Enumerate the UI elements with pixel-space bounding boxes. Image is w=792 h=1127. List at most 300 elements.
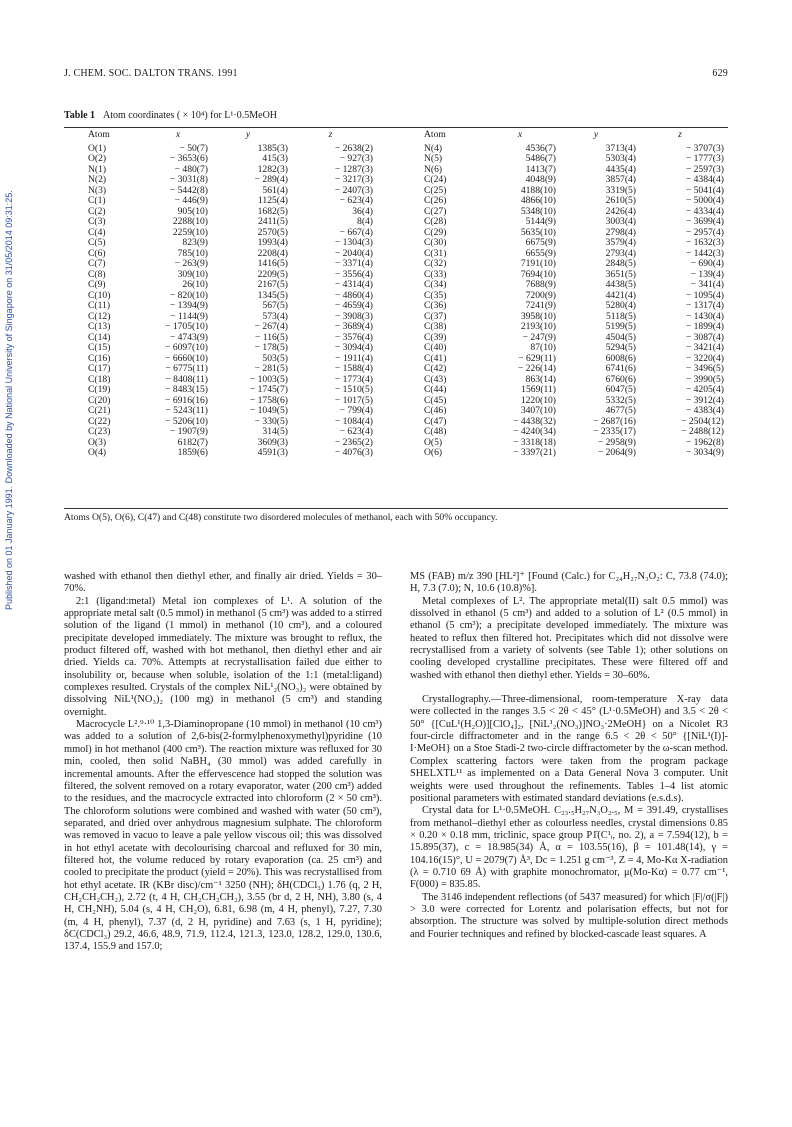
z-coordinate: − 1442(3) [685,247,724,259]
z-coordinate: − 3094(4) [334,342,373,353]
table-row [88,280,373,291]
z-coordinate: − 2504(12) [681,415,724,427]
table-row [424,259,724,270]
body-column-right [410,571,728,941]
atom-label: C(39) [424,331,447,343]
y-coordinate: − 2958(9) [597,436,636,448]
table-row [88,186,373,197]
z-coordinate: − 1911(4) [335,352,373,364]
x-coordinate: − 1705(10) [165,321,208,332]
atom-label: O(5) [424,436,443,448]
table-row [88,438,373,449]
paragraph: The 3146 independent reflections (of 5437 measured) for which |F|/σ(|F|) > 3.0 were corrected for Lorentz and polarisation effects, but not for absorption. The structure was solved by multiple-solution direct methods and Fourier techniques and refined by blocked-cascade least squares. A [410,891,728,940]
x-coordinate: − 8483(15) [165,384,208,395]
atom-label: C(14) [88,331,111,343]
y-coordinate: 4435(4) [605,163,636,175]
atom-label: C(27) [424,205,447,217]
z-coordinate: − 3421(4) [685,342,724,353]
table-bottom-rule [64,508,728,509]
x-coordinate: − 5243(11) [165,405,208,416]
table-row [88,448,373,459]
z-coordinate: − 1095(4) [685,289,724,301]
table-row [424,228,724,239]
table-row [424,417,724,428]
header-z: z [678,129,682,140]
atom-label: C(38) [424,321,447,332]
z-coordinate: − 1084(4) [334,415,373,427]
paragraph: Metal complexes of L². The appropriate metal(II) salt 0.5 mmol) was dissolved in ethanol (5 cm³) and added to a solution of L² (0.5 mmol) in ethanol (5 cm³); a precipitate developed immediately. The mixture was heated to reflux then filtered hot. Precipitates which did not dissolve were recrystallised from a variety of solvents (see Table 1); other solutions on cooling developed crystalline precipitates. These were filtered off and washed with ethanol then diethyl ether. Yields = 30–60%. [410,595,728,681]
z-coordinate: − 3990(5) [685,373,724,385]
y-coordinate: 5294(5) [605,342,636,353]
x-coordinate: − 480(7) [174,163,208,175]
atom-label: N(6) [424,163,443,175]
atom-label: O(2) [88,153,107,164]
table-row [88,270,373,281]
y-coordinate: − 178(5) [254,342,288,353]
x-coordinate: 5144(9) [525,216,556,227]
z-coordinate: − 1962(8) [685,436,724,448]
x-coordinate: 26(10) [182,279,208,290]
atom-label: C(19) [88,384,111,395]
y-coordinate: 6047(5) [605,384,636,395]
x-coordinate: − 629(11) [518,352,556,364]
table-row [88,228,373,239]
y-coordinate: − 281(5) [254,363,288,374]
atom-label: O(6) [424,447,443,458]
y-coordinate: 1125(4) [257,195,288,206]
y-coordinate: 2570(5) [257,226,288,238]
y-coordinate: − 1745(7) [249,384,288,395]
x-coordinate: − 8408(11) [165,373,208,385]
z-coordinate: − 1777(3) [685,153,724,164]
z-coordinate: − 3912(4) [685,394,724,406]
table-top-rule [64,127,728,128]
table-row [424,322,724,333]
paragraph: Crystallography.—Three-dimensional, room-temperature X-ray data were collected in the ranges 3.5 < 2θ < 45° (L¹·0.5MeOH) and 3.5 < 2θ < 50° {[CuL¹(H₂O)][ClO₄]₂, [NiL¹₂(NO₃)]NO₃·2MeOH} on a Nicolet R3 four-circle diffractometer and in the range 6.5 < 2θ < 50° {[NiL¹(I)]-I·MeOH} on a Stoe Stadi-2 two-circle diffractometer by the ω-scan method. Complex scattering factors were taken from the program package SHELXTL¹¹ as implemented on a Data General Nova 3 computer. Unit weights were used throughout the refinements. Tables 1–4 list atomic positional parameters with estimated standard deviations (e.s.d.s). [410,694,728,804]
y-coordinate: 561(4) [262,184,288,196]
y-coordinate: 314(5) [262,426,288,437]
z-coordinate: − 1017(5) [334,394,373,406]
atom-label: C(42) [424,363,447,374]
y-coordinate: − 2687(16) [593,415,636,427]
y-coordinate: 1385(3) [257,142,288,154]
table-row [88,144,373,155]
table-row [424,249,724,260]
table-row [88,154,373,165]
table-row [424,427,724,438]
x-coordinate: 5486(7) [525,153,556,164]
atom-label: C(7) [88,258,106,269]
x-coordinate: 785(10) [177,247,208,259]
table-row [424,406,724,417]
table-row [424,175,724,186]
table-row [88,364,373,375]
table-row [88,427,373,438]
y-coordinate: 6008(6) [605,352,636,364]
z-coordinate: − 2638(2) [334,142,373,154]
table-row [88,238,373,249]
table-row [88,417,373,428]
y-coordinate: 3319(5) [605,184,636,196]
y-coordinate: 2167(5) [257,279,288,290]
table-row [88,259,373,270]
z-coordinate: − 623(4) [339,426,373,437]
table-row [88,375,373,386]
z-coordinate: − 4383(4) [685,405,724,416]
x-coordinate: − 4240(34) [513,426,556,437]
table-footnote: Atoms O(5), O(6), C(47) and C(48) constitute two disordered molecules of methanol, each with 50% occupancy. [64,512,498,523]
atom-label: C(29) [424,226,447,238]
table-row [88,333,373,344]
x-coordinate: − 1907(9) [169,426,208,437]
x-coordinate: − 6097(10) [165,342,208,353]
atom-label: C(8) [88,268,106,280]
z-coordinate: − 4314(4) [334,279,373,290]
table-row [424,196,724,207]
coords-table-left [88,130,373,459]
table-row [424,385,724,396]
atom-label: C(18) [88,373,111,385]
y-coordinate: − 1049(5) [249,405,288,416]
y-coordinate: 2793(4) [605,247,636,259]
y-coordinate: 2848(5) [605,258,636,269]
atom-label: C(40) [424,342,447,353]
atom-label: C(20) [88,394,111,406]
z-coordinate: − 690(4) [690,258,724,269]
x-coordinate: 87(10) [530,342,556,353]
x-coordinate: 309(10) [177,268,208,280]
table-label: Table 1 [64,110,96,121]
atom-label: C(46) [424,405,447,416]
paragraph: Crystal data for L¹·0.5MeOH. C₂₃.₅H₂₇N₃O₂.₅, M = 391.49, crystallises from methanol–diethyl ether as colourless needles, crystal dimensions 0.85 × 0.20 × 0.18 mm, triclinic, space group P1̄(C¹ᵢ, no. 2), a = 7.594(12), b = 15.895(37), c = 18.985(34) Å, α = 103.55(16), β = 101.48(14), γ = 104.16(15)°, U = 2079(7) Å³, Dc = 1.251 g cm⁻³, Z = 4, Mo-Kα X-radiation (λ = 0.710 69 Å) with graphite monochromator, μ(Mo-Kα) = 0.77 cm⁻¹, F(000) = 835.85. [410,805,728,891]
z-coordinate: − 2040(4) [334,247,373,259]
x-coordinate: 4188(10) [520,184,556,196]
atom-label: C(48) [424,426,447,437]
x-coordinate: − 263(9) [174,258,208,269]
y-coordinate: − 1003(5) [249,373,288,385]
x-coordinate: 1569(11) [521,384,556,395]
y-coordinate: 3651(5) [605,268,636,280]
download-watermark[interactable]: Published on 01 January 1991. Downloaded by National University of Singapore on 31/05/2014 09:31:25. [4,190,14,610]
table-row [424,375,724,386]
x-coordinate: 1413(7) [525,163,556,175]
z-coordinate: 8(4) [357,216,373,227]
x-coordinate: 4866(10) [520,195,556,206]
paragraph: Macrocycle L².⁹·¹⁰ 1,3-Diaminopropane (10 mmol) in methanol (10 cm³) was added to a solution of 2,6-bis(2-formylphenoxymethyl)pyridine (10 mmol) in hot methanol (400 cm³). The reaction mixture was refluxed for 30 min, cooled, then solid NaBH₄ (30 mmol) was added carefully in incremental amounts. After the effervescence had stopped the solution was filtered, the solvent removed on a rotary evaporator, water (200 cm³) added to the residues, and the macrocycle extracted into chloroform (2 × 50 cm³). The chloroform solutions were combined and washed with water (50 cm³), separated, and dried over anhydrous magnesium sulphate. The chloroform was removed in vacuo to leave a pale yellow viscous oil; this was dissolved in hot ethyl acetate with decolourising charcoal and refluxed for 30 min, filtered hot, the volume reduced by rotary evaporation (ca. 25 cm³) and cooled to precipitate the product (yield = 20%). This was recrystallised from hot ethyl acetate. IR (KBr disc)/cm⁻¹ 3250 (NH); δH(CDCl₃) 1.76 (q, 2 H, CH₂CH₂CH₂), 2.72 (t, 4 H, CH₂CH₂CH₂), 3.55 (br d, 2 H, NH), 3.80 (s, 4 H, CH₂NH), 5.04 (s, 4 H, CH₂O), 6.81, 6.98 (m, 4 H, phenyl), 7.27, 7.30 (m, 4 H, phenyl), 7.37 (d, 2 H, pyridine) and 7.63 (s, 1 H, pyridine); δC(CDCl₃) 29.2, 46.6, 48.9, 71.9, 112.4, 121.3, 123.0, 128.2, 129.0, 130.6, 137.4, 155.9 and 157.0; [64,719,382,953]
z-coordinate: − 1317(4) [685,300,724,311]
z-coordinate: − 1899(4) [685,321,724,332]
atom-label: C(5) [88,237,106,248]
table-row [88,291,373,302]
x-coordinate: − 4438(32) [513,415,556,427]
y-coordinate: 567(5) [262,300,288,311]
atom-label: C(13) [88,321,111,332]
table-row [424,144,724,155]
header-atom: Atom [424,129,446,140]
y-coordinate: 2208(4) [257,247,288,259]
atom-label: C(3) [88,216,106,227]
atom-label: N(5) [424,153,443,164]
z-coordinate: − 139(4) [690,268,724,280]
y-coordinate: 4504(5) [605,331,636,343]
x-coordinate: 3958(10) [520,310,556,322]
table-row [424,280,724,291]
atom-label: C(4) [88,226,106,238]
atom-label: C(31) [424,247,447,259]
y-coordinate: 5280(4) [605,300,636,311]
x-coordinate: 7241(9) [525,300,556,311]
table-row [88,301,373,312]
z-coordinate: − 3496(5) [685,363,724,374]
z-coordinate: − 3556(4) [334,268,373,280]
atom-label: C(6) [88,247,106,259]
z-coordinate: − 2488(12) [681,426,724,437]
atom-label: C(47) [424,415,447,427]
x-coordinate: − 820(10) [169,289,208,301]
z-coordinate: − 799(4) [339,405,373,416]
table-row [88,217,373,228]
table-row [424,364,724,375]
atom-label: C(32) [424,258,447,269]
z-coordinate: − 2365(2) [334,436,373,448]
x-coordinate: − 3031(8) [169,174,208,185]
table-caption [64,110,277,121]
y-coordinate: − 1758(6) [249,394,288,406]
atom-label: C(44) [424,384,447,395]
x-coordinate: − 446(9) [174,195,208,206]
y-coordinate: − 267(4) [254,321,288,332]
x-coordinate: 4048(9) [525,174,556,185]
x-coordinate: − 226(14) [517,363,556,374]
y-coordinate: 5303(4) [605,153,636,164]
z-coordinate: − 4334(4) [685,205,724,217]
paragraph: 2:1 (ligand:metal) Metal ion complexes of L¹. A solution of the appropriate metal salt (0.5 mmol) in methanol (5 cm³) was added to a stirred solution of the ligand (1 mmol) in methanol (10 cm³), and a coloured precipitate developed immediately. The mixture was brought to reflux, the product filtered off, washed with hot methanol, then diethyl ether and air dried. Yields ca. 70%. Attempts at recrystallisation failed due either to insolubility or, because when soluble, isolation of the 1:1 (metal:ligand) complexes resulted. Crystals of the complex NiL¹₂(NO₃)₂ were obtained by dissolving NiL¹(NO₃)₂ (100 mg) in methanol (5 cm³) and standing overnight. [64,595,382,718]
atom-label: O(4) [88,447,107,458]
y-coordinate: 2426(4) [605,205,636,217]
y-coordinate: 4591(3) [257,447,288,458]
x-coordinate: − 6660(10) [165,352,208,364]
x-coordinate: 823(9) [182,237,208,248]
z-coordinate: − 3699(4) [685,216,724,227]
paragraph: MS (FAB) m/z 390 [HL²]⁺ [Found (Calc.) for C₂₄H₂₇N₃O₂: C, 73.8 (74.0); H, 7.3 (7.0); N, 10.6 (10.8)%]. [410,571,728,595]
x-coordinate: 7688(9) [525,279,556,290]
page-number: 629 [712,68,728,79]
x-coordinate: − 50(7) [179,142,208,154]
x-coordinate: 1220(10) [520,394,556,406]
table-row [424,270,724,281]
y-coordinate: − 289(4) [254,174,288,185]
table-row [424,291,724,302]
y-coordinate: 3609(3) [257,436,288,448]
table-row [424,354,724,365]
x-coordinate: 4536(7) [525,142,556,154]
atom-label: C(30) [424,237,447,248]
atom-label: C(43) [424,373,447,385]
x-coordinate: − 5442(8) [169,184,208,196]
table-title: Atom coordinates ( × 10⁴) for L¹·0.5MeOH [102,110,278,121]
z-coordinate: − 1773(4) [334,373,373,385]
z-coordinate: − 1430(4) [685,310,724,322]
z-coordinate: − 3908(3) [334,310,373,322]
atom-label: N(3) [88,184,107,196]
table-row [88,175,373,186]
y-coordinate: 415(3) [262,153,288,164]
y-coordinate: − 330(5) [254,415,288,427]
y-coordinate: 6741(6) [605,363,636,374]
y-coordinate: 4677(5) [605,405,636,416]
table-row [424,448,724,459]
x-coordinate: − 1144(9) [170,310,208,322]
header-atom: Atom [88,129,110,140]
header-y: y [593,129,599,140]
y-coordinate: 1682(5) [257,205,288,217]
table-row [88,322,373,333]
table-row [88,385,373,396]
atom-label: C(21) [88,405,111,416]
z-coordinate: − 1287(3) [334,163,373,175]
x-coordinate: 7200(9) [525,289,556,301]
header-y: y [245,129,251,140]
table-row [88,396,373,407]
atom-label: N(4) [424,142,443,154]
z-coordinate: − 2407(3) [334,184,373,196]
x-coordinate: − 6916(16) [165,394,208,406]
z-coordinate: − 341(4) [690,279,724,290]
atom-label: N(1) [88,163,107,175]
atom-label: C(23) [88,426,111,437]
table-row [424,238,724,249]
atom-label: C(10) [88,289,111,301]
x-coordinate: 2259(10) [172,226,208,238]
x-coordinate: 6655(9) [525,247,556,259]
atom-label: C(1) [88,195,106,206]
z-coordinate: − 1510(5) [334,384,373,395]
body-column-left [64,571,382,954]
x-coordinate: − 4743(9) [169,331,208,343]
header-x: x [175,129,181,140]
y-coordinate: 3003(4) [605,216,636,227]
z-coordinate: − 3707(3) [685,142,724,154]
table-row [424,207,724,218]
table-row [424,186,724,197]
x-coordinate: − 1394(9) [169,300,208,311]
z-coordinate: − 3217(3) [334,174,373,185]
journal-header: J. CHEM. SOC. DALTON TRANS. 1991 [64,68,238,79]
x-coordinate: 2288(10) [172,216,208,227]
x-coordinate: − 3397(21) [513,447,556,458]
z-coordinate: − 4076(3) [334,447,373,458]
atom-label: C(34) [424,279,447,290]
x-coordinate: 3407(10) [520,405,556,416]
x-coordinate: − 3653(6) [169,153,208,164]
z-coordinate: − 927(3) [339,153,373,164]
y-coordinate: 5199(5) [605,321,636,332]
z-coordinate: − 4659(4) [334,300,373,311]
z-coordinate: − 1588(4) [334,363,373,374]
x-coordinate: − 247(9) [522,331,556,343]
z-coordinate: − 4860(4) [334,289,373,301]
coords-table-right [424,130,724,459]
y-coordinate: 1416(5) [257,258,288,269]
z-coordinate: − 3371(4) [334,258,373,269]
y-coordinate: 1993(4) [257,237,288,248]
table-row [88,312,373,323]
y-coordinate: − 2064(9) [597,447,636,458]
y-coordinate: 1282(3) [257,163,288,175]
x-coordinate: 2193(10) [520,321,556,332]
z-coordinate: 36(4) [352,205,373,217]
header-x: x [517,129,523,140]
x-coordinate: − 5206(10) [165,415,208,427]
table-row [88,207,373,218]
atom-label: O(1) [88,142,107,154]
table-row [88,343,373,354]
atom-label: C(36) [424,300,447,311]
y-coordinate: 2411(5) [257,216,288,227]
table-row [424,154,724,165]
y-coordinate: 4421(4) [605,289,636,301]
z-coordinate: − 1632(3) [685,237,724,248]
z-coordinate: − 3087(4) [685,331,724,343]
z-coordinate: − 3220(4) [685,352,724,364]
table-row [88,196,373,207]
table-row [88,354,373,365]
atom-label: C(22) [88,415,111,427]
x-coordinate: 6675(9) [525,237,556,248]
x-coordinate: − 6775(11) [165,363,208,374]
atom-label: C(37) [424,310,447,322]
y-coordinate: 4438(5) [605,279,636,290]
atom-label: C(9) [88,279,106,290]
y-coordinate: 573(4) [262,310,288,322]
y-coordinate: 3579(4) [605,237,636,248]
table-row [88,249,373,260]
table-row [424,396,724,407]
y-coordinate: 5332(5) [605,394,636,406]
z-coordinate: − 4384(4) [685,174,724,185]
table-row [424,217,724,228]
z-coordinate: − 2957(4) [685,226,724,238]
y-coordinate: 2798(4) [605,226,636,238]
atom-label: C(17) [88,363,111,374]
table-row [88,406,373,417]
atom-label: C(45) [424,394,447,406]
table-row [424,343,724,354]
z-coordinate: − 5041(4) [685,184,724,196]
table-row [424,312,724,323]
z-coordinate: − 3689(4) [334,321,373,332]
atom-label: C(11) [88,300,111,311]
z-coordinate: − 5000(4) [685,195,724,206]
y-coordinate: 503(5) [262,352,288,364]
header-z: z [328,129,333,140]
x-coordinate: 7191(10) [520,258,556,269]
x-coordinate: 905(10) [177,205,208,217]
x-coordinate: 1859(6) [177,447,208,458]
y-coordinate: 1345(5) [257,289,288,301]
y-coordinate: 3857(4) [605,174,636,185]
z-coordinate: − 4205(4) [685,384,724,395]
atom-label: C(25) [424,184,447,196]
atom-label: C(26) [424,195,447,206]
z-coordinate: − 3576(4) [334,331,373,343]
atom-label: C(2) [88,205,106,217]
y-coordinate: − 2335(17) [593,426,636,437]
z-coordinate: − 2597(3) [685,163,724,175]
y-coordinate: − 116(5) [254,331,288,343]
atom-label: C(28) [424,216,447,227]
table-row [424,301,724,312]
